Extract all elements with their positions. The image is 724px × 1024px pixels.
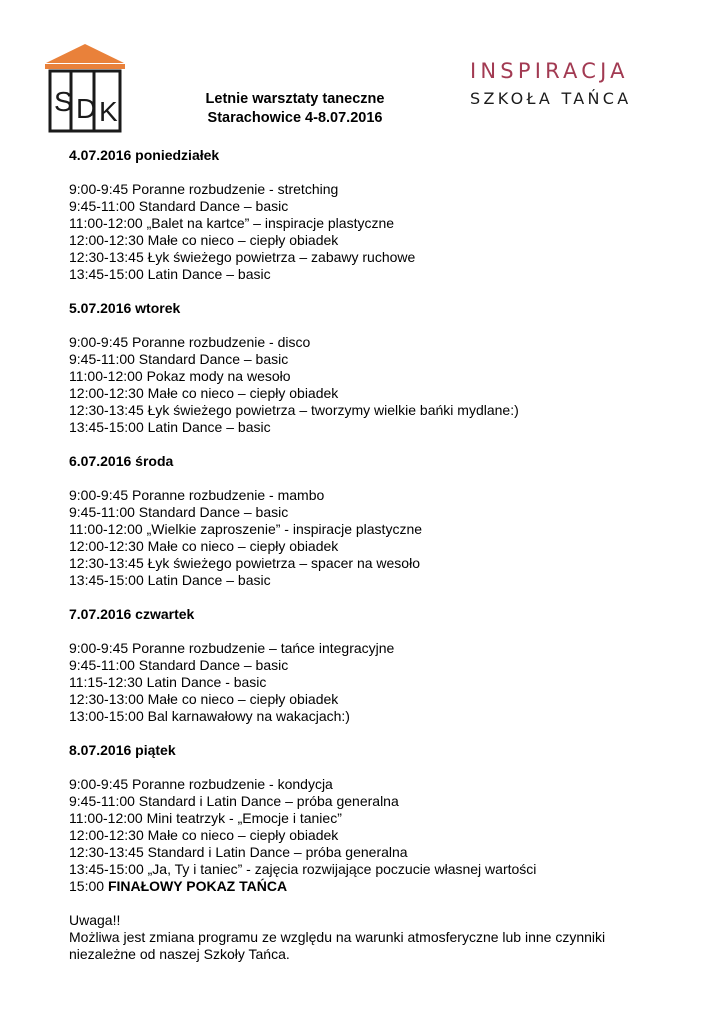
day-section — [69, 453, 709, 589]
schedule-item-text: 9:00-9:45 Poranne rozbudzenie - disco — [69, 334, 311, 350]
schedule-item — [69, 538, 709, 555]
schedule-item — [69, 708, 709, 725]
schedule-item-text: 12:00-12:30 Małe co nieco – ciepły obiadek — [69, 385, 339, 401]
schedule-item-text: 11:00-12:00 „Wielkie zaproszenie” - inspiracje plastyczne — [69, 521, 423, 537]
schedule-item — [69, 368, 709, 385]
schedule-item — [69, 640, 709, 657]
schedule-item — [69, 657, 709, 674]
schedule-item-text: 15:00 — [69, 878, 108, 894]
schedule-item-text: 9:45-11:00 Standard Dance – basic — [69, 504, 289, 520]
day-section — [69, 742, 709, 895]
day-title: 8.07.2016 piątek — [69, 742, 176, 758]
schedule-item — [69, 555, 709, 572]
schedule-item-text: 13:45-15:00 „Ja, Ty i taniec” - zajęcia rozwijające poczucie własnej wartości — [69, 861, 537, 877]
sdk-letter-k: K — [99, 96, 118, 127]
schedule-item — [69, 334, 709, 351]
schedule-item-text: 12:30-13:45 Łyk świeżego powietrza – tworzymy wielkie bańki mydlane:) — [69, 402, 519, 418]
schedule-item-text: 12:30-13:45 Standard i Latin Dance – próba generalna — [69, 844, 408, 860]
schedule-item — [69, 198, 709, 215]
notice-line: niezależne od naszej Szkoły Tańca. — [69, 946, 290, 962]
schedule-item — [69, 878, 709, 895]
schedule-item-text: 9:00-9:45 Poranne rozbudzenie - stretching — [69, 181, 339, 197]
schedule-item — [69, 776, 709, 793]
schedule-item-text: 12:00-12:30 Małe co nieco – ciepły obiadek — [69, 827, 339, 843]
sdk-logo-graphic — [44, 43, 126, 133]
schedule-item — [69, 351, 709, 368]
sdk-letter-d: D — [76, 93, 97, 124]
schedule-item-text: 13:45-15:00 Latin Dance – basic — [69, 419, 271, 435]
day-section — [69, 606, 709, 725]
day-title: 5.07.2016 wtorek — [69, 300, 181, 316]
schedule-item-text: 12:00-12:30 Małe co nieco – ciepły obiadek — [69, 232, 339, 248]
schedule-item-text: 9:45-11:00 Standard Dance – basic — [69, 198, 289, 214]
day-section — [69, 147, 709, 283]
day-title: 7.07.2016 czwartek — [69, 606, 195, 622]
schedule-item — [69, 402, 709, 419]
schedule-item — [69, 385, 709, 402]
schedule-days — [69, 147, 709, 895]
schedule-item-text: 12:30-13:45 Łyk świeżego powietrza – zabawy ruchowe — [69, 249, 416, 265]
schedule-item — [69, 215, 709, 232]
schedule-item-text: 11:00-12:00 Pokaz mody na wesoło — [69, 368, 291, 384]
schedule-item — [69, 827, 709, 844]
sdk-logo-roof — [46, 44, 124, 63]
notice — [69, 912, 709, 963]
schedule-item-text: 12:00-12:30 Małe co nieco – ciepły obiadek — [69, 538, 339, 554]
page-subtitle: Starachowice 4-8.07.2016 — [207, 110, 383, 126]
inspiracja-logo — [470, 58, 680, 110]
schedule-item-text: 9:45-11:00 Standard Dance – basic — [69, 351, 289, 367]
schedule-item — [69, 572, 709, 589]
schedule-item — [69, 793, 709, 810]
sdk-letter-s: S — [54, 86, 73, 117]
schedule-item-text: 13:45-15:00 Latin Dance – basic — [69, 572, 271, 588]
schedule-item-text: 9:45-11:00 Standard i Latin Dance – próba generalna — [69, 793, 399, 809]
day-title: 4.07.2016 poniedziałek — [69, 147, 220, 163]
schedule-item-text: 11:00-12:00 Mini teatrzyk - „Emocje i taniec” — [69, 810, 342, 826]
schedule-item — [69, 674, 709, 691]
schedule-item — [69, 266, 709, 283]
schedule-item-text: 12:30-13:00 Małe co nieco – ciepły obiadek — [69, 691, 339, 707]
schedule-item — [69, 844, 709, 861]
schedule-item — [69, 181, 709, 198]
page-title: Letnie warsztaty taneczne — [205, 91, 385, 107]
sdk-logo — [44, 43, 126, 133]
inspiracja-logo-subtitle: SZKOŁA TAŃCA — [470, 89, 632, 108]
schedule-item-highlight: FINAŁOWY POKAZ TAŃCA — [107, 878, 288, 894]
notice-line: Możliwa jest zmiana programu ze względu na warunki atmosferyczne lub inne czynniki — [69, 929, 606, 945]
schedule-item — [69, 810, 709, 827]
schedule-item — [69, 691, 709, 708]
inspiracja-logo-title: INSPIRACJA — [470, 59, 629, 83]
schedule-item-text: 12:30-13:45 Łyk świeżego powietrza – spacer na wesoło — [69, 555, 420, 571]
schedule-item-text: 9:45-11:00 Standard Dance – basic — [69, 657, 289, 673]
schedule-item — [69, 249, 709, 266]
schedule-item — [69, 232, 709, 249]
schedule-item-text: 11:00-12:00 „Balet na kartce” – inspiracje plastyczne — [69, 215, 395, 231]
schedule-item-text: 9:00-9:45 Poranne rozbudzenie - kondycja — [69, 776, 333, 792]
schedule-item-text: 9:00-9:45 Poranne rozbudzenie – tańce integracyjne — [69, 640, 395, 656]
schedule-item — [69, 861, 709, 878]
schedule-item — [69, 419, 709, 436]
schedule-item — [69, 504, 709, 521]
page-header — [170, 90, 420, 128]
notice-title: Uwaga!! — [69, 912, 121, 928]
schedule-item-text: 13:00-15:00 Bal karnawałowy na wakacjach:) — [69, 708, 350, 724]
schedule — [69, 147, 709, 963]
schedule-item-text: 13:45-15:00 Latin Dance – basic — [69, 266, 271, 282]
day-title: 6.07.2016 środa — [69, 453, 174, 469]
schedule-item — [69, 487, 709, 504]
schedule-item-text: 9:00-9:45 Poranne rozbudzenie - mambo — [69, 487, 325, 503]
schedule-item — [69, 521, 709, 538]
day-section — [69, 300, 709, 436]
schedule-item-text: 11:15-12:30 Latin Dance - basic — [69, 674, 267, 690]
